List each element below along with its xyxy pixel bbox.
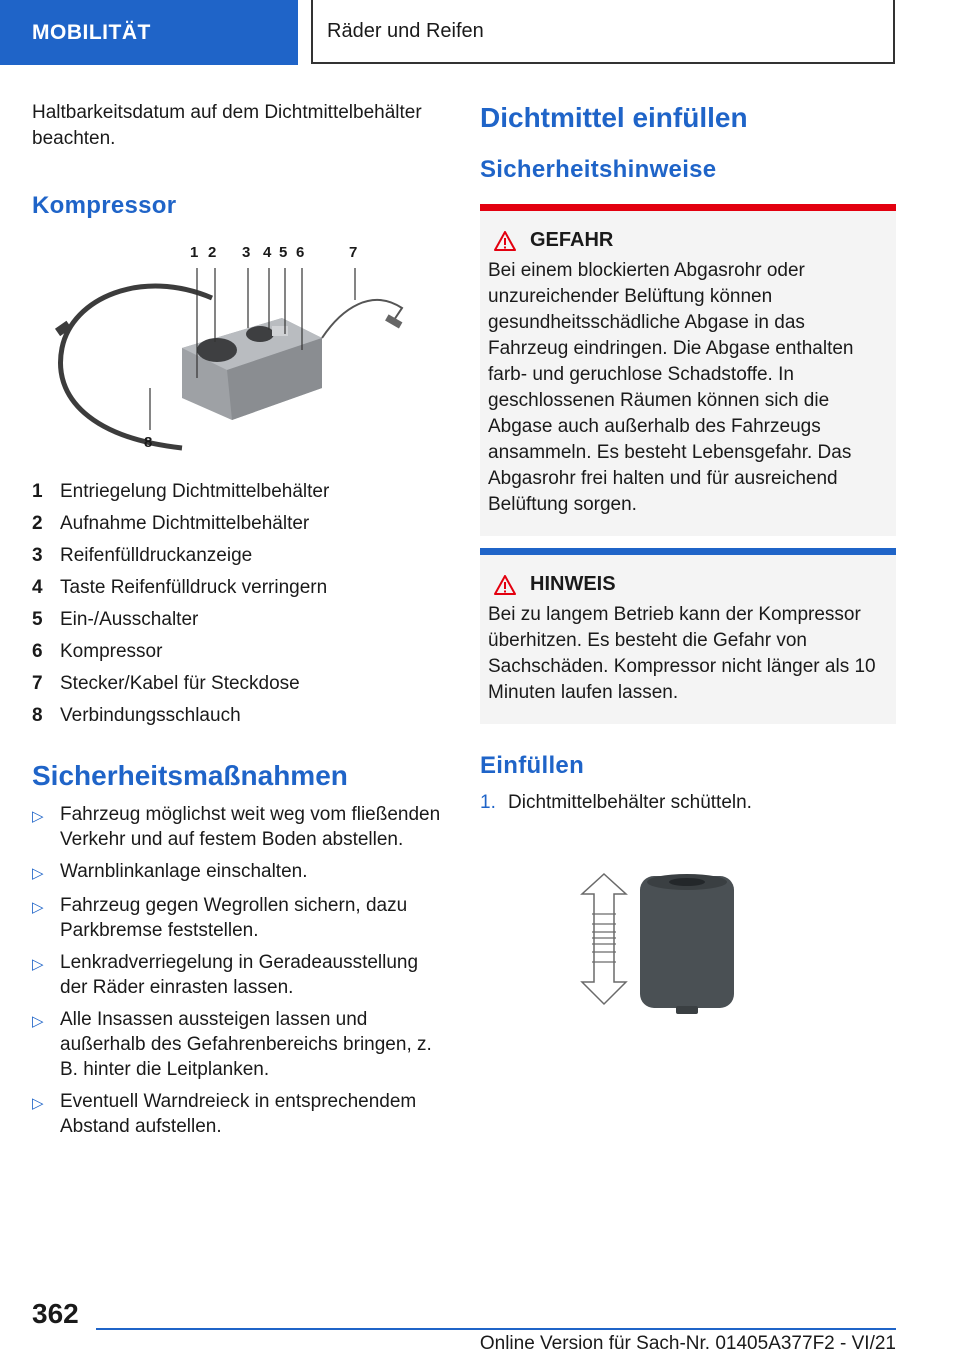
- list-item: ▷ Eventuell Warndreieck in entsprechendem Abstand aufstellen.: [32, 1091, 417, 1137]
- notice-title: HINWEIS: [530, 573, 616, 595]
- triangle-bullet-icon: ▷: [32, 899, 44, 916]
- kompressor-heading: Kompressor: [32, 192, 177, 219]
- callout-2: 2: [208, 244, 217, 261]
- chapter-title: Räder und Reifen: [311, 0, 895, 64]
- safety-bullet-list: [32, 802, 448, 1139]
- callout-6: 6: [296, 244, 305, 261]
- callout-1: 1: [190, 244, 199, 261]
- compressor-illustration: [32, 238, 448, 458]
- warning-triangle-icon: [494, 575, 516, 595]
- legend-row: 2 Aufnahme Dichtmittelbehälter: [32, 513, 310, 534]
- danger-text: Bei einem blockierten Abgasrohr oder unzureichender Belüftung können gesundheitsschädliche Abgase in das Fahrzeug eindringen. Die Abgase enthalten farb- und geruchlose Schadstoffe. In geschlossenen Räumen können sich die Abgase auch außerhalb des Fahrzeugs ansammeln. Es besteht Lebensgefahr. Das Abgasrohr frei halten und für ausreichend Belüftung sorgen.: [488, 260, 854, 515]
- fill-heading: Einfüllen: [480, 752, 585, 779]
- list-item: ▷ Fahrzeug möglichst weit weg vom fließenden Verkehr und auf festem Boden abstellen.: [32, 804, 441, 850]
- legend-row: 1 Entriegelung Dichtmittelbehälter: [32, 481, 330, 502]
- compressor-figure: [32, 238, 448, 458]
- triangle-bullet-icon: ▷: [32, 1013, 44, 1030]
- callout-3: 3: [242, 244, 251, 261]
- triangle-bullet-icon: ▷: [32, 865, 44, 882]
- list-item: 1. Dichtmittelbehälter schütteln.: [480, 792, 752, 813]
- list-item: ▷ Warnblinkanlage einschalten.: [32, 859, 448, 886]
- warning-triangle-icon: [494, 231, 516, 251]
- callout-5: 5: [279, 244, 288, 261]
- callout-7: 7: [349, 244, 358, 261]
- danger-box: [480, 204, 896, 536]
- legend-row: 5 Ein-/Ausschalter: [32, 609, 199, 630]
- shake-bottle-figure: [576, 872, 776, 1022]
- safety-measures-heading: Sicherheitsmaßnahmen: [32, 760, 348, 791]
- fill-steps: [480, 790, 896, 816]
- figure-legend: [32, 476, 448, 732]
- danger-title: GEFAHR: [530, 229, 614, 251]
- notice-box: [480, 548, 896, 724]
- legend-row: 7 Stecker/Kabel für Steckdose: [32, 673, 300, 694]
- section-tab: MOBILITÄT: [0, 0, 298, 65]
- triangle-bullet-icon: ▷: [32, 808, 44, 825]
- triangle-bullet-icon: ▷: [32, 1095, 44, 1112]
- list-item: ▷ Alle Insassen aussteigen lassen und außerhalb des Gefahrenbereichs bringen, z. B. hinter die Leitplanken.: [32, 1009, 432, 1080]
- left-column: [32, 100, 448, 1146]
- notice-text: Bei zu langem Betrieb kann der Kompressor überhitzen. Es besteht die Gefahr von Sachschäden. Kompressor nicht länger als 10 Minuten laufen lassen.: [488, 604, 876, 703]
- shake-bottle-illustration: [576, 872, 776, 1022]
- legend-row: 6 Kompressor: [32, 641, 163, 662]
- safety-notes-heading: Sicherheitshinweise: [480, 156, 717, 183]
- footer-divider: [96, 1328, 896, 1330]
- callout-4: 4: [263, 244, 272, 261]
- fill-sealant-heading: Dichtmittel einfüllen: [480, 102, 748, 133]
- intro-text: Haltbarkeitsdatum auf dem Dichtmittelbehälter beachten.: [32, 102, 422, 149]
- list-item: ▷ Lenkradverriegelung in Geradeausstellung der Räder einrasten lassen.: [32, 952, 419, 998]
- triangle-bullet-icon: ▷: [32, 956, 44, 973]
- list-item: ▷ Fahrzeug gegen Wegrollen sichern, dazu Parkbremse feststellen.: [32, 895, 408, 941]
- right-column: [480, 100, 896, 1022]
- notice-bar: [480, 548, 896, 555]
- legend-row: 8 Verbindungsschlauch: [32, 705, 241, 726]
- legend-row: 3 Reifenfülldruckanzeige: [32, 545, 253, 566]
- page-number: 362: [32, 1298, 79, 1329]
- legend-row: 4 Taste Reifenfülldruck verringern: [32, 577, 328, 598]
- footer-version: Online Version für Sach-Nr. 01405A377F2 - VI/21: [479, 1333, 896, 1354]
- callout-8: 8: [144, 434, 153, 451]
- danger-bar: [480, 204, 896, 211]
